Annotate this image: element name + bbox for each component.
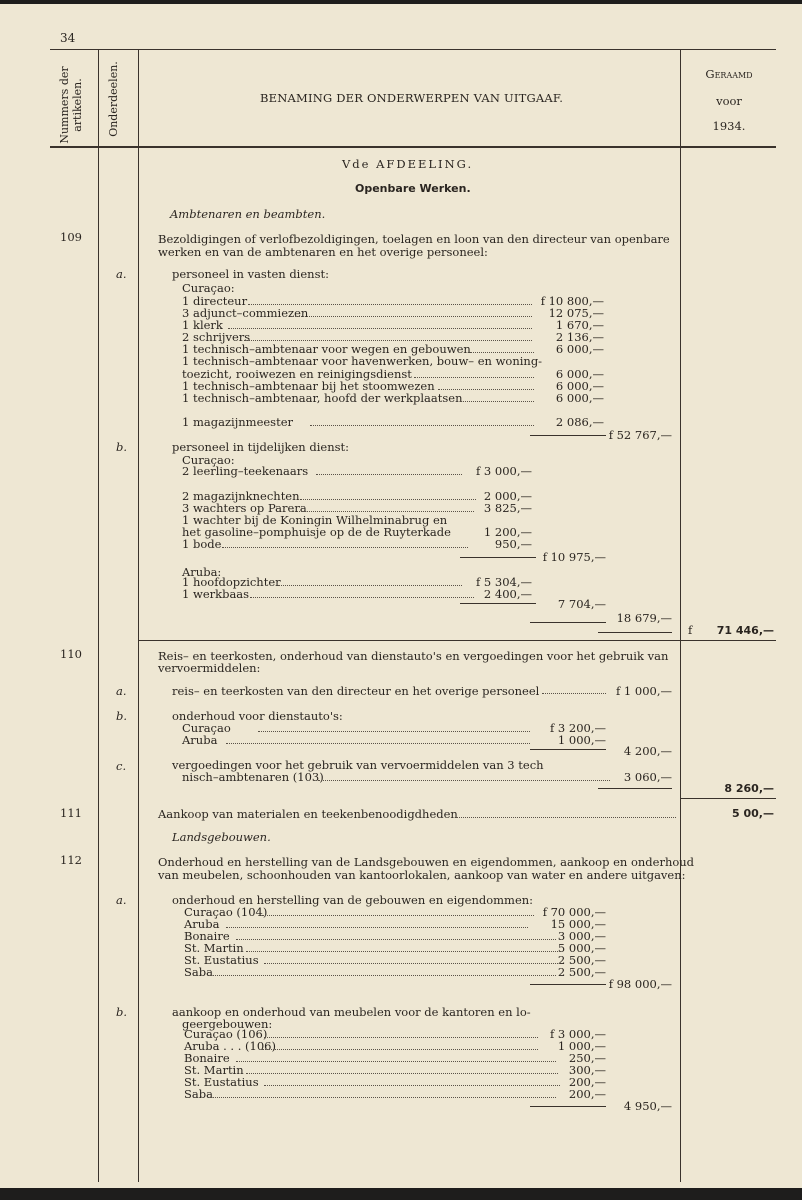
article-109-end-rule <box>138 640 776 641</box>
subdivision-110-a-label: a. <box>116 684 127 698</box>
header-bottom-rule <box>50 146 776 148</box>
leader-dots <box>264 1085 560 1086</box>
table-row-value: 6 000,— <box>555 391 604 405</box>
table-row-label: 3 adjunct–commiezen <box>182 306 309 320</box>
leader-dots <box>470 352 534 353</box>
article-number-109: 109 <box>60 230 82 244</box>
table-row-value: 1 000,— <box>557 733 606 747</box>
leader-dots <box>248 304 532 305</box>
subdivision-b-title: personeel in tijdelijken dienst: <box>172 440 350 454</box>
leader-dots <box>318 780 610 781</box>
leader-dots <box>264 1037 538 1038</box>
leader-dots <box>258 731 530 732</box>
subtotal-b1: f 10 975,— <box>542 550 606 564</box>
table-row-value: 3 000,— <box>557 929 606 943</box>
leader-dots <box>460 401 534 402</box>
table-row-value: f 70 000,— <box>542 905 606 919</box>
table-row-label: Bonaire <box>184 929 230 943</box>
table-row-label: 1 technisch–ambtenaar voor havenwerken, bouw– en woning- <box>182 354 543 368</box>
table-row-label: Aruba <box>182 733 218 747</box>
header-top-rule <box>50 49 776 50</box>
table-row-value: 1 000,— <box>557 1039 606 1053</box>
table-row-value: 1 670,— <box>555 318 604 332</box>
article-109-total: 71 446,— <box>716 624 774 637</box>
table-row-value: 200,— <box>568 1087 606 1101</box>
table-row-value: 2 500,— <box>557 965 606 979</box>
subdivision-110-a-value: f 1 000,— <box>616 684 672 698</box>
table-row-label: 1 wachter bij de Koningin Wilhelminabrug en <box>182 513 448 527</box>
leader-dots <box>236 939 556 940</box>
table-row-label: 1 technisch–ambtenaar, hoofd der werkplaatsen <box>182 391 463 405</box>
table-row-label: 1 werkbaas <box>182 587 250 601</box>
header-col-estimate-2: voor <box>716 94 742 108</box>
table-row-label: 1 bode <box>182 537 222 551</box>
subdivision-112-b-label: b. <box>116 1005 128 1019</box>
scan-top-edge <box>0 0 802 4</box>
table-row-label: 2 schrijvers <box>182 330 251 344</box>
header-col-description: BENAMING DER ONDERWERPEN VAN UITGAAF. <box>260 91 564 105</box>
group-heading-buildings: Landsgebouwen. <box>172 830 271 844</box>
leader-dots <box>210 975 556 976</box>
col-divider-3 <box>680 50 681 1182</box>
table-row-value: 3 825,— <box>483 501 532 515</box>
group-heading-staff: Ambtenaren en beambten. <box>170 207 326 221</box>
table-row-value: 5 000,— <box>557 941 606 955</box>
table-row-value: 300,— <box>568 1063 606 1077</box>
leader-dots <box>246 1073 558 1074</box>
leader-dots <box>264 963 560 964</box>
table-row-label: 1 directeur <box>182 294 248 308</box>
article-109-currency: f <box>688 623 693 637</box>
subdivision-a-label: a. <box>116 267 127 281</box>
subdivision-112-a-label: a. <box>116 893 127 907</box>
table-row-value: 2 136,— <box>555 330 604 344</box>
table-row-label: St. Martin <box>184 941 244 955</box>
table-row-label: Aruba <box>184 917 220 931</box>
article-110-total: 8 260,— <box>724 782 774 795</box>
table-row-value: f 10 800,— <box>540 294 604 308</box>
leader-dots <box>250 597 474 598</box>
subdivision-110-a-text: reis– en teerkosten van den directeur en het overige personeel <box>172 684 540 698</box>
subdivision-112-b-text-1: aankoop en onderhoud van meubelen voor de kantoren en lo- <box>172 1005 531 1019</box>
article-110-end-rule <box>680 798 776 799</box>
table-row-value: f 3 000,— <box>550 1027 606 1041</box>
leader-dots <box>300 499 476 500</box>
leader-dots <box>316 474 462 475</box>
section-title: Vde AFDEELING. <box>342 157 474 171</box>
table-row-label: 1 klerk <box>182 318 223 332</box>
article-number-110: 110 <box>60 647 82 661</box>
table-row-value: 950,— <box>494 537 532 551</box>
subdivision-110-c-text-1: vergoedingen voor het gebruik van vervoermiddelen van 3 tech <box>172 758 544 772</box>
table-row-value: f 5 304,— <box>476 575 532 589</box>
leader-dots <box>292 511 474 512</box>
leader-dots <box>226 927 528 928</box>
page-number: 34 <box>60 31 76 45</box>
table-row-label: toezicht, rooiwezen en reinigingsdienst <box>182 367 412 381</box>
subtotal-b2: 7 704,— <box>557 597 606 611</box>
subtotal-112-b: 4 950,— <box>623 1099 672 1113</box>
subdivision-112-a-text: onderhoud en herstelling van de gebouwen en eigendommen: <box>172 893 534 907</box>
table-row-value: 6 000,— <box>555 379 604 393</box>
article-110-text-2: vervoermiddelen: <box>158 661 261 675</box>
table-row-label: St. Eustatius <box>184 953 259 967</box>
leader-dots <box>310 425 534 426</box>
col-divider-1 <box>98 50 99 1182</box>
table-row-label: het gasoline–pomphuisje op de de Ruyterkade <box>182 525 451 539</box>
leader-dots <box>228 328 532 329</box>
article-112-text-2: van meubelen, schoonhouden van kantoorlokalen, aankoop van water en andere uitgaven: <box>158 868 686 882</box>
subdivision-112-b-text-2: geergebouwen: <box>182 1017 273 1031</box>
table-row-value: 2 086,— <box>555 415 604 429</box>
table-row-value: f 3 200,— <box>550 721 606 735</box>
table-row-value: 2 400,— <box>483 587 532 601</box>
leader-dots <box>222 547 468 548</box>
leader-dots <box>262 1049 538 1050</box>
table-row-label: 2 magazijnknechten <box>182 489 300 503</box>
leader-dots <box>456 817 676 818</box>
article-111-total: 5 00,— <box>732 807 774 820</box>
leader-dots <box>246 951 558 952</box>
leader-dots <box>542 693 606 694</box>
table-row-label: St. Martin <box>184 1063 244 1077</box>
table-row-value: 6 000,— <box>555 342 604 356</box>
header-col-articles: Nummers der artikelen. <box>58 66 84 144</box>
table-row-label: 2 leerling–teekenaars <box>182 464 309 478</box>
article-109-text-1: Bezoldigingen of verlofbezoldigingen, toelagen en loon van den directeur van openbare <box>158 232 670 246</box>
table-row-label: 1 technisch–ambtenaar voor wegen en gebouwen <box>182 342 471 356</box>
table-row-label: Saba <box>184 965 213 979</box>
article-110-total-rule <box>598 788 672 789</box>
header-col-subdivisions: Onderdeelen. <box>107 61 120 137</box>
table-row-label: Saba <box>184 1087 213 1101</box>
subdivision-a-title: personeel in vasten dienst: <box>172 267 329 281</box>
article-112-text-1: Onderhoud en herstelling van de Landsgebouwen en eigendommen, aankoop en onderhoud <box>158 855 695 869</box>
leader-dots <box>438 389 534 390</box>
table-row-value: f 3 000,— <box>476 464 532 478</box>
table-row-value: 12 075,— <box>548 306 604 320</box>
article-110-text-1: Reis– en teerkosten, onderhoud van dienstauto's en vergoedingen voor het gebruik van <box>158 649 669 663</box>
table-row-label: St. Eustatius <box>184 1075 259 1089</box>
col-divider-2 <box>138 50 139 1182</box>
subtotal-110-b: 4 200,— <box>623 744 672 758</box>
scan-bottom-edge <box>0 1188 802 1200</box>
leader-dots <box>244 340 532 341</box>
article-109-text-2: werken en van de ambtenaren en het overige personeel: <box>158 245 488 259</box>
subtotal-a: f 52 767,— <box>608 428 672 442</box>
table-row-value: 15 000,— <box>550 917 606 931</box>
place-curacao: Curaçao: <box>182 281 235 295</box>
table-row-label: Curaçao (106) <box>184 1027 268 1041</box>
leader-dots <box>210 1097 556 1098</box>
subdivision-110-c-label: c. <box>116 759 127 773</box>
leader-dots <box>226 743 530 744</box>
table-row-label: 1 magazijnmeester <box>182 415 294 429</box>
subtotal-112-a: f 98 000,— <box>608 977 672 991</box>
table-row-label: Curaçao <box>182 721 231 735</box>
article-number-112: 112 <box>60 853 82 867</box>
subdivision-110-c-value: 3 060,— <box>623 770 672 784</box>
header-col-estimate-1: Geraamd <box>705 67 753 81</box>
subdivision-110-b-label: b. <box>116 709 128 723</box>
table-row-value: 2 000,— <box>483 489 532 503</box>
table-row-label: 1 hoofdopzichter <box>182 575 281 589</box>
header-col-estimate-3: 1934. <box>712 119 746 133</box>
leader-dots <box>262 915 534 916</box>
subdivision-b-label: b. <box>116 440 128 454</box>
article-109-total-rule <box>598 632 672 633</box>
table-row-label: Aruba . . . (106) <box>184 1039 276 1053</box>
table-row-value: 2 500,— <box>557 953 606 967</box>
article-number-111: 111 <box>60 806 82 820</box>
table-row-value: 1 200,— <box>483 525 532 539</box>
table-row-label: 3 wachters op Parera <box>182 501 307 515</box>
table-row-label: Bonaire <box>184 1051 230 1065</box>
table-row-value: 250,— <box>568 1051 606 1065</box>
table-row-value: 200,— <box>568 1075 606 1089</box>
table-row-label: 1 technisch–ambtenaar bij het stoomwezen <box>182 379 435 393</box>
leader-dots <box>290 316 532 317</box>
leader-dots <box>236 1061 556 1062</box>
subdivision-110-c-text-2: nisch–ambtenaren (103) <box>182 770 324 784</box>
subtotal-b: 18 679,— <box>616 611 672 625</box>
leader-dots <box>278 585 462 586</box>
place-curacao-b: Curaçao: <box>182 453 235 467</box>
subdivision-110-b-text: onderhoud voor dienstauto's: <box>172 709 343 723</box>
table-row-label: Curaçao (104) <box>184 905 268 919</box>
leader-dots <box>414 377 534 378</box>
section-subtitle: Openbare Werken. <box>355 182 471 195</box>
article-111-text: Aankoop van materialen en teekenbenoodigdheden <box>158 807 458 821</box>
table-row-value: 6 000,— <box>555 367 604 381</box>
place-aruba: Aruba: <box>182 565 222 579</box>
